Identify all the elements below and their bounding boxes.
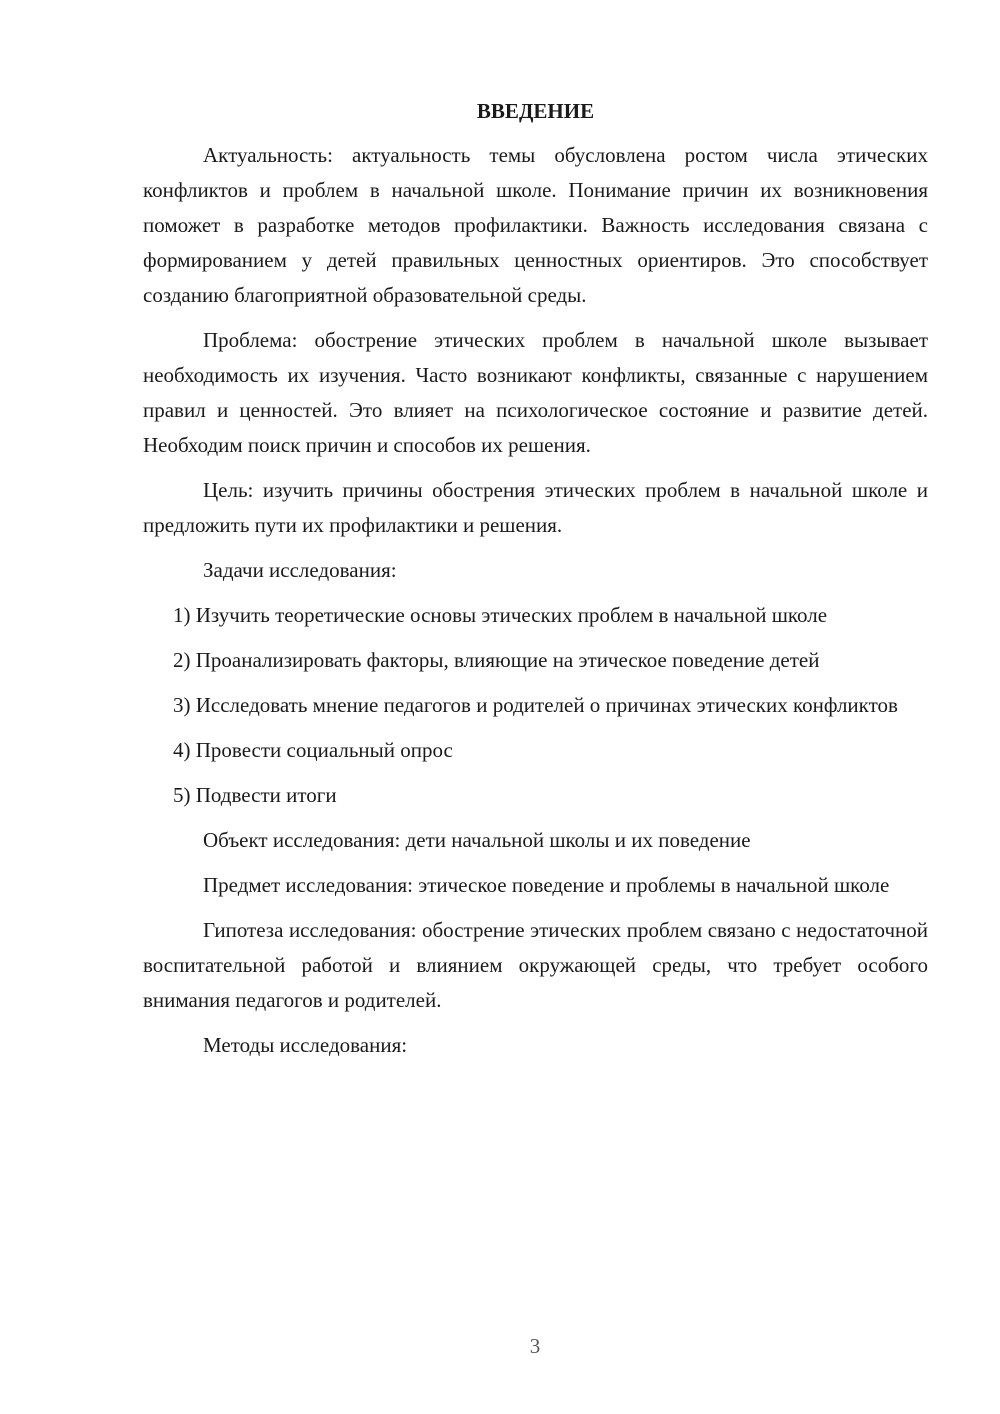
goal-paragraph: Цель: изучить причины обострения этических проблем в начальной школе и предложить пути их профилактики и решения. (143, 478, 928, 537)
object-paragraph: Объект исследования: дети начальной школы и их поведение (203, 828, 751, 852)
task-item-5: 5) Подвести итоги (173, 783, 337, 807)
task-item-3: 3) Исследовать мнение педагогов и родителей о причинах этических конфликтов (173, 693, 898, 717)
task-item-2: 2) Проанализировать факторы, влияющие на этическое поведение детей (173, 648, 820, 672)
methods-heading: Методы исследования: (203, 1033, 408, 1057)
problem-paragraph: Проблема: обострение этических проблем в начальной школе вызывает необходимость их изучения. Часто возникают конфликты, связанные с нарушением правил и ценностей. Это влияет на психологическое состояние и развитие детей. Необходим поиск причин и способов их решения. (143, 328, 928, 457)
page-title: ВВЕДЕНИЕ (476, 99, 595, 123)
page-number: 3 (529, 1334, 541, 1358)
hypothesis-paragraph: Гипотеза исследования: обострение этических проблем связано с недостаточной воспитательной работой и влиянием окружающей среды, что требует особого внимания педагогов и родителей. (143, 918, 928, 1012)
tasks-heading: Задачи исследования: (203, 558, 397, 582)
task-item-4: 4) Провести социальный опрос (173, 738, 453, 762)
document-page (143, 96, 928, 1073)
relevance-paragraph: Актуальность: актуальность темы обусловлена ростом числа этических конфликтов и проблем в начальной школе. Понимание причин их возникновения поможет в разработке методов профилактики. Важность исследования связана с формированием у детей правильных ценностных ориентиров. Это способствует созданию благоприятной образовательной среды. (143, 143, 928, 307)
subject-paragraph: Предмет исследования: этическое поведение и проблемы в начальной школе (203, 873, 890, 897)
task-item-1: 1) Изучить теоретические основы этических проблем в начальной школе (173, 603, 828, 627)
